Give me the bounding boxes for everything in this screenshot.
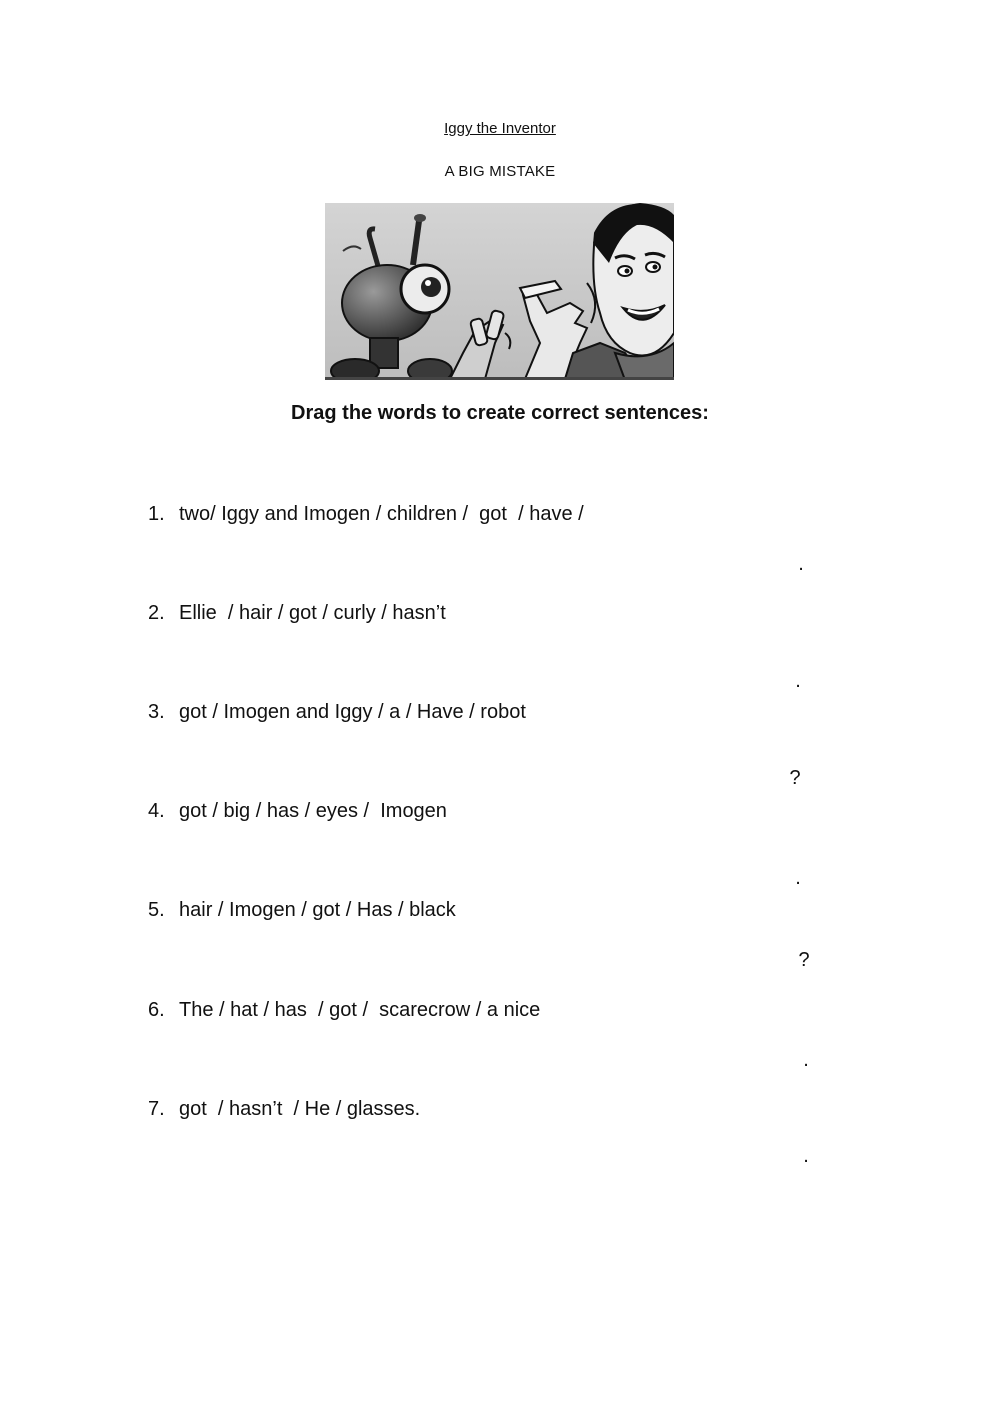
robot-and-inventor-illustration: [325, 203, 674, 380]
item-number: 2.: [148, 602, 165, 624]
scrambled-words[interactable]: Ellie / hair / got / curly / hasn’t: [179, 602, 446, 624]
worksheet-title: Iggy the Inventor: [444, 120, 556, 137]
scrambled-words[interactable]: got / hasn’t / He / glasses.: [179, 1098, 421, 1120]
scrambled-words[interactable]: hair / Imogen / got / Has / black: [179, 899, 456, 921]
answer-end-mark-2: .: [795, 670, 801, 692]
scrambled-words[interactable]: got / Imogen and Iggy / a / Have / robot: [179, 701, 526, 723]
exercise-item-3: [148, 701, 526, 724]
item-number: 5.: [148, 899, 165, 921]
answer-end-mark-3: ?: [789, 767, 801, 789]
answer-end-mark-4: .: [795, 867, 801, 889]
scrambled-words[interactable]: got / big / has / eyes / Imogen: [179, 800, 447, 822]
scrambled-words[interactable]: two/ Iggy and Imogen / children / got / have /: [179, 503, 584, 525]
item-number: 3.: [148, 701, 165, 723]
exercise-item-5: [148, 899, 456, 922]
item-number: 1.: [148, 503, 165, 525]
exercise-item-7: [148, 1098, 420, 1121]
exercise-item-1: [148, 503, 584, 526]
instruction-heading: Drag the words to create correct sentences:: [291, 402, 709, 424]
worksheet-subtitle: A BIG MISTAKE: [444, 163, 556, 180]
answer-end-mark-7: .: [803, 1145, 809, 1167]
exercise-item-2: [148, 602, 446, 625]
answer-end-mark-1: .: [798, 553, 804, 575]
scrambled-words[interactable]: The / hat / has / got / scarecrow / a nice: [179, 999, 541, 1021]
answer-end-mark-5: ?: [798, 949, 810, 971]
item-number: 6.: [148, 999, 165, 1021]
item-number: 4.: [148, 800, 165, 822]
illustration-drawing: [325, 203, 674, 380]
item-number: 7.: [148, 1098, 165, 1120]
exercise-item-4: [148, 800, 447, 823]
exercise-item-6: [148, 999, 540, 1022]
answer-end-mark-6: .: [803, 1049, 809, 1071]
